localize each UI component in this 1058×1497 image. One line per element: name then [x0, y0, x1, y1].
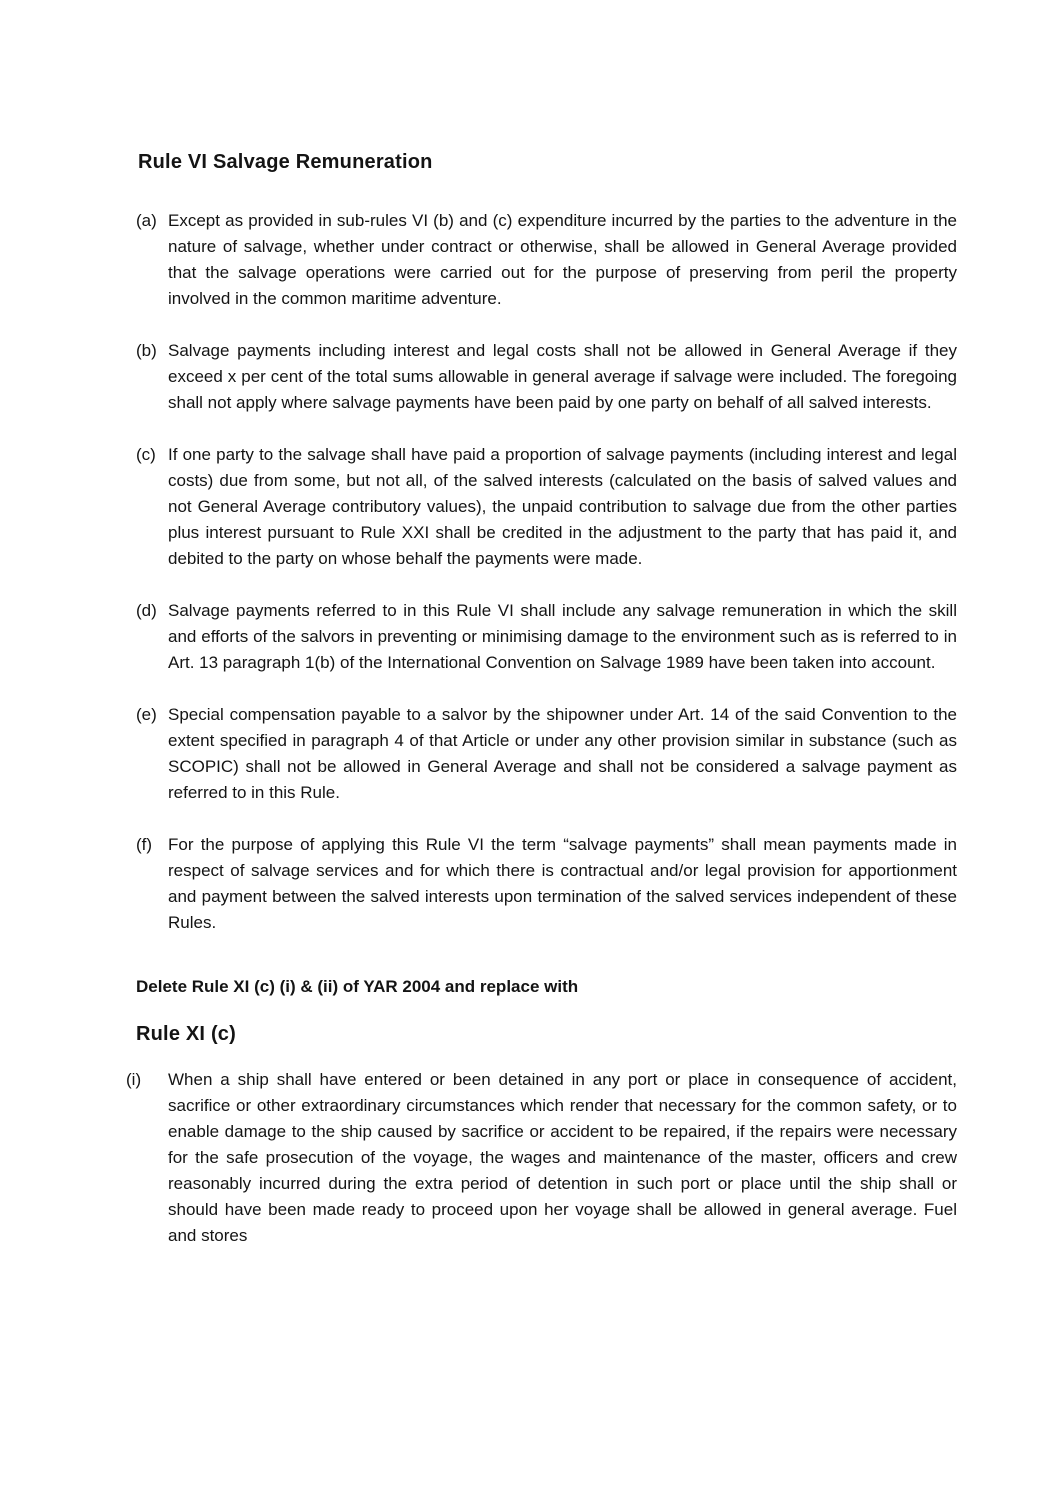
rule-vi-paragraph-e [135, 702, 957, 806]
paragraph-label-d: (d) [136, 601, 157, 620]
paragraph-label-i: (i) [126, 1070, 142, 1089]
rule-vi-paragraph-b [135, 338, 957, 416]
rule-vi-paragraph-c [135, 442, 957, 572]
rule-vi-paragraph-d [135, 598, 957, 676]
paragraph-text-b: Salvage payments including interest and legal costs shall not be allowed in General Average if they exceed x per cent of the total sums allowable in general average if salvage were included. The foregoing shall not apply where salvage payments have been paid by one party on behalf of all salved interests. [168, 341, 957, 412]
rule-xi-paragraph-i [126, 1067, 957, 1249]
rule-vi-paragraph-a [135, 208, 957, 312]
paragraph-text-c: If one party to the salvage shall have paid a proportion of salvage payments (including interest and legal costs) due from some, but not all, of the salved interests (calculated on the basis of salved values and not General Average contributory values), the unpaid contribution to salvage due from the other parties plus interest pursuant to Rule XXI shall be credited in the adjustment to the party that has paid it, and debited to the party on whose behalf the payments were made. [168, 445, 957, 568]
rule-xi-title: Rule XI (c) [136, 1023, 236, 1045]
amendment-instruction-heading: Delete Rule XI (c) (i) & (ii) of YAR 2004 and replace with [136, 977, 579, 996]
paragraph-label-f: (f) [136, 835, 153, 854]
paragraph-text-i: When a ship shall have entered or been detained in any port or place in consequence of accident, sacrifice or other extraordinary circumstances which render that necessary for the common safety, or to enable damage to the ship caused by sacrifice or accident to be repaired, if the repairs were necessary for the safe prosecution of the voyage, the wages and maintenance of the master, officers and crew reasonably incurred during the extra period of detention in such port or place until the ship shall or should have been made ready to proceed upon her voyage shall be allowed in general average. Fuel and stores [168, 1070, 957, 1245]
rule-vi-paragraph-f [135, 832, 957, 936]
paragraph-label-b: (b) [136, 341, 157, 360]
paragraph-label-e: (e) [136, 705, 157, 724]
paragraph-text-d: Salvage payments referred to in this Rule VI shall include any salvage remuneration in which the skill and efforts of the salvors in preventing or minimising damage to the environment such as is referred to in Art. 13 paragraph 1(b) of the International Convention on Salvage 1989 have been taken into account. [168, 601, 957, 672]
paragraph-text-e: Special compensation payable to a salvor by the shipowner under Art. 14 of the said Convention to the extent specified in paragraph 4 of that Article or under any other provision similar in substance (such as SCOPIC) shall not be allowed in General Average and shall not be considered a salvage payment as referred to in this Rule. [168, 705, 957, 802]
paragraph-label-a: (a) [136, 211, 157, 230]
rule-vi-title: Rule VI Salvage Remuneration [138, 151, 433, 173]
paragraph-text-f: For the purpose of applying this Rule VI the term “salvage payments” shall mean payments made in respect of salvage services and for which there is contractual and/or legal provision for apportionment and payment between the salved interests upon termination of the salved services independent of these Rules. [168, 835, 957, 932]
paragraph-text-a: Except as provided in sub-rules VI (b) and (c) expenditure incurred by the parties to the adventure in the nature of salvage, whether under contract or otherwise, shall be allowed in General Average provided that the salvage operations were carried out for the purpose of preserving from peril the property involved in the common maritime adventure. [168, 211, 957, 308]
paragraph-label-c: (c) [136, 445, 156, 464]
